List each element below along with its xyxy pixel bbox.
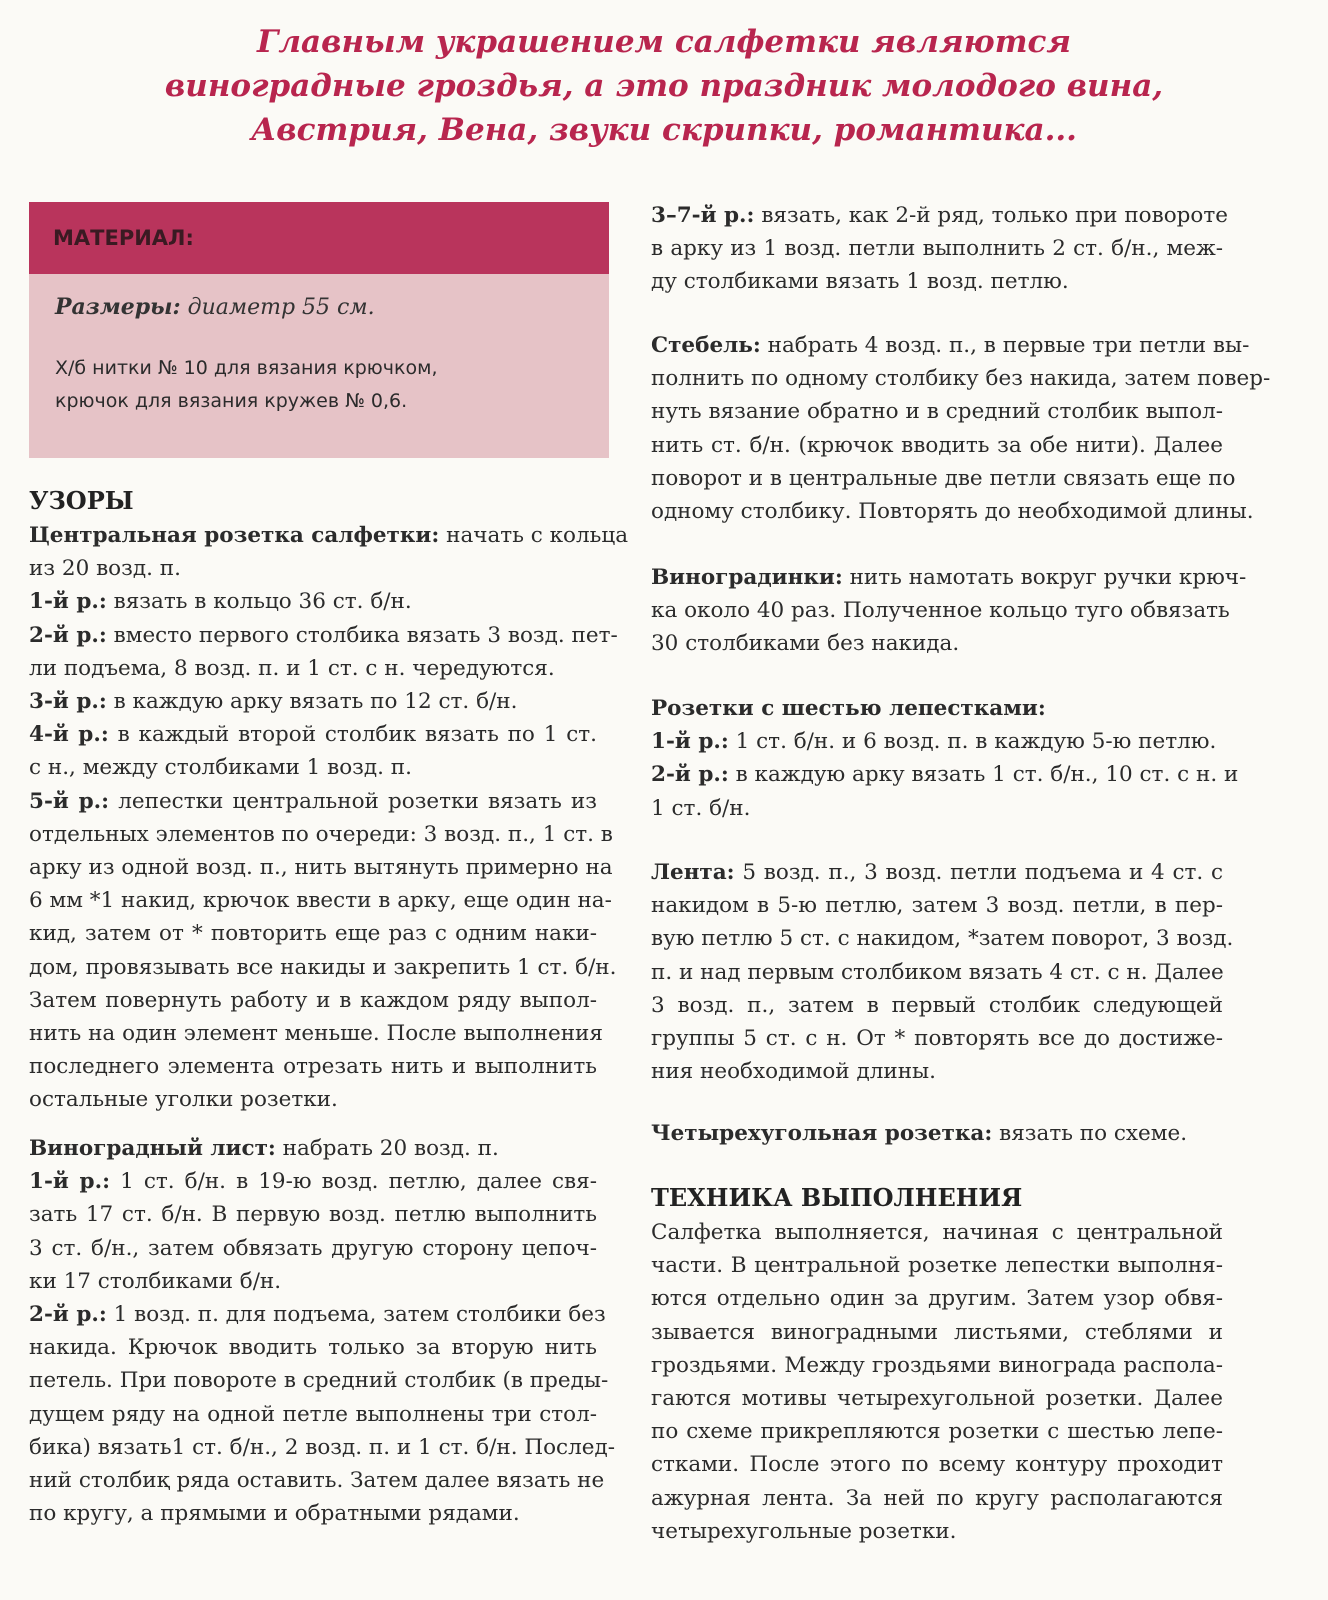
material-thread <box>29 320 609 418</box>
six-row2-text-1: в каждую арку вязать 1 ст. б/н., 10 ст. с н. и <box>728 762 1239 788</box>
stem-line: нить ст. б/н. (крючок вводить за обе нити). Далее <box>651 432 1223 458</box>
six-petal-section <box>651 692 1239 825</box>
leaf-row1-line: зать 17 ст. б/н. В первую возд. петлю выполнить <box>29 1202 597 1228</box>
row2-label: 2-й р.: <box>29 622 107 648</box>
stem-label: Стебель: <box>651 333 761 358</box>
leaf-row1-line: ки 17 столбиками б/н. <box>29 1268 282 1294</box>
tape-label: Лента: <box>651 860 735 885</box>
tape-line: ния необходимой длины. <box>651 1059 936 1085</box>
tech-line: по схеме прикрепляются розетки с шестью лепе- <box>651 1419 1223 1445</box>
stem-line: нуть вязание обратно и в средний столбик выпол- <box>651 399 1223 425</box>
grape-line: ка около 40 раз. Полученное кольцо туго обвязать <box>651 598 1230 624</box>
stem-line: полнить по одному столбику без накида, затем повер- <box>651 366 1271 392</box>
square-text: вязать по схеме. <box>992 1121 1188 1146</box>
tape-line: накидом в 5-ю петлю, затем 3 возд. петли, в пер- <box>651 893 1223 919</box>
row3-text: в каждую арку вязать по 12 ст. б/н. <box>106 689 518 715</box>
grape-line: 30 столбиками без накида. <box>651 631 960 657</box>
row5-line: лепестки центральной розетки вязать из <box>109 788 597 814</box>
row2-text-2: ли подъема, 8 возд. п. и 1 ст. с н. чередуются. <box>29 655 555 681</box>
row5-line: нить на один элемент меньше. После выполнения <box>29 1021 603 1047</box>
size-value: диаметр 55 см. <box>180 295 375 320</box>
tape-line: п. и над первым столбиком вязать 4 ст. с н. Далее <box>651 959 1224 985</box>
rows37-line: вязать, как 2-й ряд, только при повороте <box>754 203 1228 228</box>
tech-line: гроздьями. Между гроздьями винограда распола- <box>651 1352 1223 1378</box>
leaf-label: Виноградный лист: <box>29 1136 276 1161</box>
leaf-row1-label: 1-й р.: <box>29 1169 111 1195</box>
row5-line: остальные уголки розетки. <box>29 1087 338 1113</box>
thread-line-2: крючок для вязания кружев № 0,6. <box>55 390 408 412</box>
tech-line: зывается виноградными листьями, стеблями и <box>651 1319 1223 1345</box>
tape-section <box>651 856 1234 1088</box>
material-size <box>29 274 609 320</box>
six-row1-label: 1-й р.: <box>651 729 729 755</box>
headline-line-3: Австрия, Вена, звуки скрипки, романтика... <box>251 112 1077 148</box>
row4-text-1: в каждый второй столбик вязать по 1 ст. <box>108 722 597 748</box>
row5-label: 5-й р.: <box>29 788 110 814</box>
technique-section <box>651 1216 1223 1548</box>
row2-text-1: вместо первого столбика вязать 3 возд. пет- <box>106 622 618 648</box>
rows37-label: 3–7-й р.: <box>651 203 755 228</box>
six-row2-label: 2-й р.: <box>651 762 729 788</box>
tape-line: вую петлю 5 ст. с накидом, *затем поворот, 3 возд. <box>651 926 1234 952</box>
row3-label: 3-й р.: <box>29 689 107 715</box>
tech-line: четырехугольные розетки. <box>651 1518 957 1544</box>
row5-line: дом, провязывать все накиды и закрепить 1 ст. б/н. <box>29 954 617 980</box>
square-label: Четырехугольная розетка: <box>651 1121 993 1146</box>
material-box <box>29 202 609 458</box>
row5-line: 6 мм *1 накид, крючок ввести в арку, еще один на- <box>29 888 612 914</box>
row5-line: Затем повернуть работу и в каждом ряду выпол- <box>29 987 597 1013</box>
central-rosette-section <box>29 519 629 1117</box>
row4-label: 4-й р.: <box>29 722 109 748</box>
tech-line: стками. После этого по всему контуру проходит <box>651 1452 1223 1478</box>
tape-line: 3 возд. п., затем в первый столбик следующей <box>651 992 1223 1018</box>
rows37-line: ду столбиками вязать 1 возд. петлю. <box>651 269 1069 295</box>
rosette-label: Центральная розетка салфетки: <box>29 523 440 548</box>
tech-line: гаются мотивы четырехугольной розетки. Далее <box>651 1386 1223 1412</box>
headline <box>0 20 1328 152</box>
grapes-section <box>651 561 1247 661</box>
stem-section <box>651 329 1271 528</box>
grape-line: нить намотать вокруг ручки крюч- <box>842 565 1247 590</box>
leaf-row2-label: 2-й р.: <box>29 1302 107 1328</box>
rosette-text-2: из 20 возд. п. <box>29 556 181 582</box>
six-row1-text: 1 ст. б/н. и 6 возд. п. в каждую 5-ю петлю. <box>728 729 1217 755</box>
tape-line: группы 5 ст. с н. От * повторять все до достиже- <box>651 1026 1223 1052</box>
leaf-row2-line: накида. Крючок вводить только за вторую нить <box>29 1335 597 1361</box>
patterns-heading: УЗОРЫ <box>29 486 134 515</box>
tech-line: Салфетка выполняется, начиная с центральной <box>651 1220 1223 1245</box>
leaf-row2-line: по кругу, а прямыми и обратными рядами. <box>29 1501 520 1527</box>
thread-line-1: Х/б нитки № 10 для вязания крючком, <box>55 357 438 379</box>
row5-line: отдельных элементов по очереди: 3 возд. п., 1 ст. в <box>29 821 613 847</box>
rows37-line: в арку из 1 возд. петли выполнить 2 ст. б/н., меж- <box>651 236 1223 262</box>
row5-line: арку из одной возд. п., нить вытянуть примерно на <box>29 855 613 881</box>
row1-text: вязать в кольцо 36 ст. б/н. <box>106 589 412 615</box>
six-petal-heading: Розетки с шестью лепестками: <box>651 696 1046 721</box>
tech-line: ются отдельно один за другим. Затем узор обвя- <box>651 1286 1223 1312</box>
headline-line-1: Главным украшением салфетки являются <box>256 24 1072 60</box>
leaf-row2-line: петель. При повороте в средний столбик (в преды- <box>29 1368 609 1394</box>
grape-leaf-section <box>29 1132 615 1530</box>
tech-line: части. В центральной розетке лепестки выполня- <box>651 1253 1223 1279</box>
six-row2-text-2: 1 ст. б/н. <box>651 795 751 821</box>
leaf-row1-line: 3 ст. б/н., затем обвязать другую сторону цепоч- <box>29 1235 597 1261</box>
square-rosette-section <box>651 1117 1223 1150</box>
leaf-row2-line: 1 возд. п. для подъема, затем столбики без <box>106 1302 606 1328</box>
tape-line: 5 возд. п., 3 возд. петли подъема и 4 ст. с <box>734 860 1223 885</box>
leaf-row1-line: 1 ст. б/н. в 19-ю возд. петлю, далее свя- <box>110 1169 597 1195</box>
technique-heading: ТЕХНИКА ВЫПОЛНЕНИЯ <box>651 1183 1023 1212</box>
leaf-row2-line: ний столбиқ ряда оставить. Затем далее вязать не <box>29 1468 605 1494</box>
leaf-text: набрать 20 возд. п. <box>275 1136 499 1161</box>
grape-label: Виноградинки: <box>651 565 843 590</box>
stem-line: набрать 4 возд. п., в первые три петли вы- <box>760 333 1250 358</box>
row1-label: 1-й р.: <box>29 589 107 615</box>
rows-3-7-section <box>651 199 1228 299</box>
row4-text-2: с н., между столбиками 1 возд. п. <box>29 755 412 781</box>
row5-line: кид, затем от * повторить еще раз с одним наки- <box>29 921 597 947</box>
material-title: МАТЕРИАЛ: <box>29 202 609 274</box>
size-label: Размеры: <box>55 294 181 320</box>
row5-line: последнего элемента отрезать нить и выполнить <box>29 1054 597 1080</box>
rosette-text-1: начать с кольца <box>439 523 629 548</box>
leaf-row2-line: дущем ряду на одной петле выполнены три стол- <box>29 1401 597 1427</box>
leaf-row2-line: бика) вязать1 ст. б/н., 2 возд. п. и 1 ст. б/н. Послед- <box>29 1434 615 1460</box>
stem-line: поворот и в центральные две петли связать еще по <box>651 465 1236 491</box>
stem-line: одному столбику. Повторять до необходимой длины. <box>651 499 1254 525</box>
tech-line: ажурная лента. За ней по кругу располагаются <box>651 1485 1223 1511</box>
headline-line-2: виноградные гроздья, а это праздник молодого вина, <box>164 68 1164 104</box>
